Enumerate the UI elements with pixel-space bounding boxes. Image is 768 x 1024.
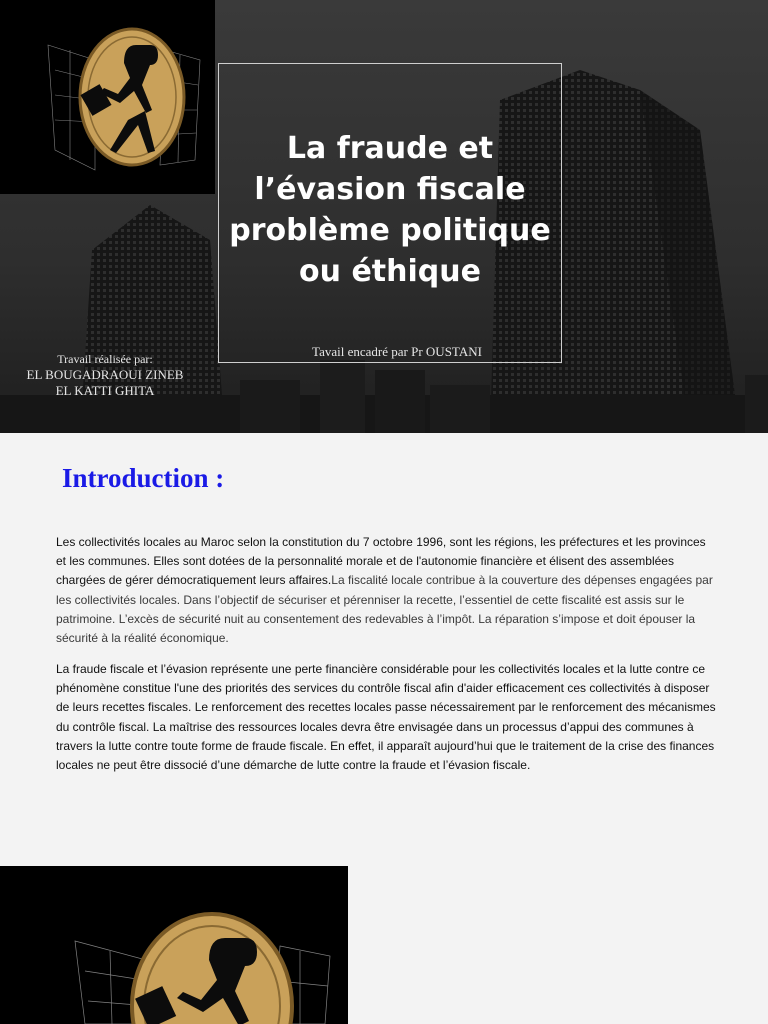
authors-block <box>0 351 210 399</box>
paragraph-1 <box>56 533 716 648</box>
paragraph-1-rest: La fiscalité locale contribue à la couverture des dépenses engagées par les collectivités locales. Dans l’objectif de sécuriser et pérenniser la recette, l’essentiel de cette fiscalité est assis sur le patrimoine. L’excès de sécurité nuit au consentement des redevables à l’impôt. La réparation s’impose et doit épouser la sécurité à la réalité économique. <box>56 573 713 646</box>
author-name: EL KATTI GHITA <box>55 383 155 398</box>
section-heading: Introduction : <box>62 463 225 493</box>
authors-label: Travail réalisée par: <box>57 352 153 366</box>
coin-businessman-icon <box>0 0 215 194</box>
coin-image <box>0 0 215 194</box>
title-slide <box>0 0 768 433</box>
supervisor-text: Tavail encadré par Pr OUSTANI <box>312 344 482 359</box>
paragraph-2: La fraude fiscale et l’évasion représente une perte financière considérable pour les collectivités locales et la lutte contre ce phénomène constitue l'une des priorités des services du contrôle fiscal afin d'aider efficacement ces collectivités à disposer de leurs recettes fiscales. Le renforcement des recettes locales passe nécessairement par le renforcement des mécanismes du contrôle fiscal. La maîtrise des ressources locales devra être envisagée dans un processus d’appui des communes à travers la lutte contre toute forme de fraude fiscale. En effet, il apparaît aujourd’hui que le traitement de la crise des finances locales ne peut être dissocié d’une démarche de lutte contre la fraude et l’évasion fiscale. <box>56 662 716 773</box>
coin-businessman-icon <box>0 866 348 1024</box>
coin-image-2 <box>0 866 348 1024</box>
author-name: EL BOUGADRAOUI ZINEB <box>26 367 184 382</box>
paragraph-1-strong: Les collectivités locales au Maroc selon la constitution du 7 octobre 1996, sont les régions, les préfectures et les provinces et les communes. Elles sont dotées de la personnalité morale et de l'autonomie financière et élisent des assemblées chargées de gérer démocratiquement leurs affaires. <box>56 535 706 588</box>
slide-title: La fraude et l’évasion fiscale problème politique ou éthique <box>229 131 551 289</box>
